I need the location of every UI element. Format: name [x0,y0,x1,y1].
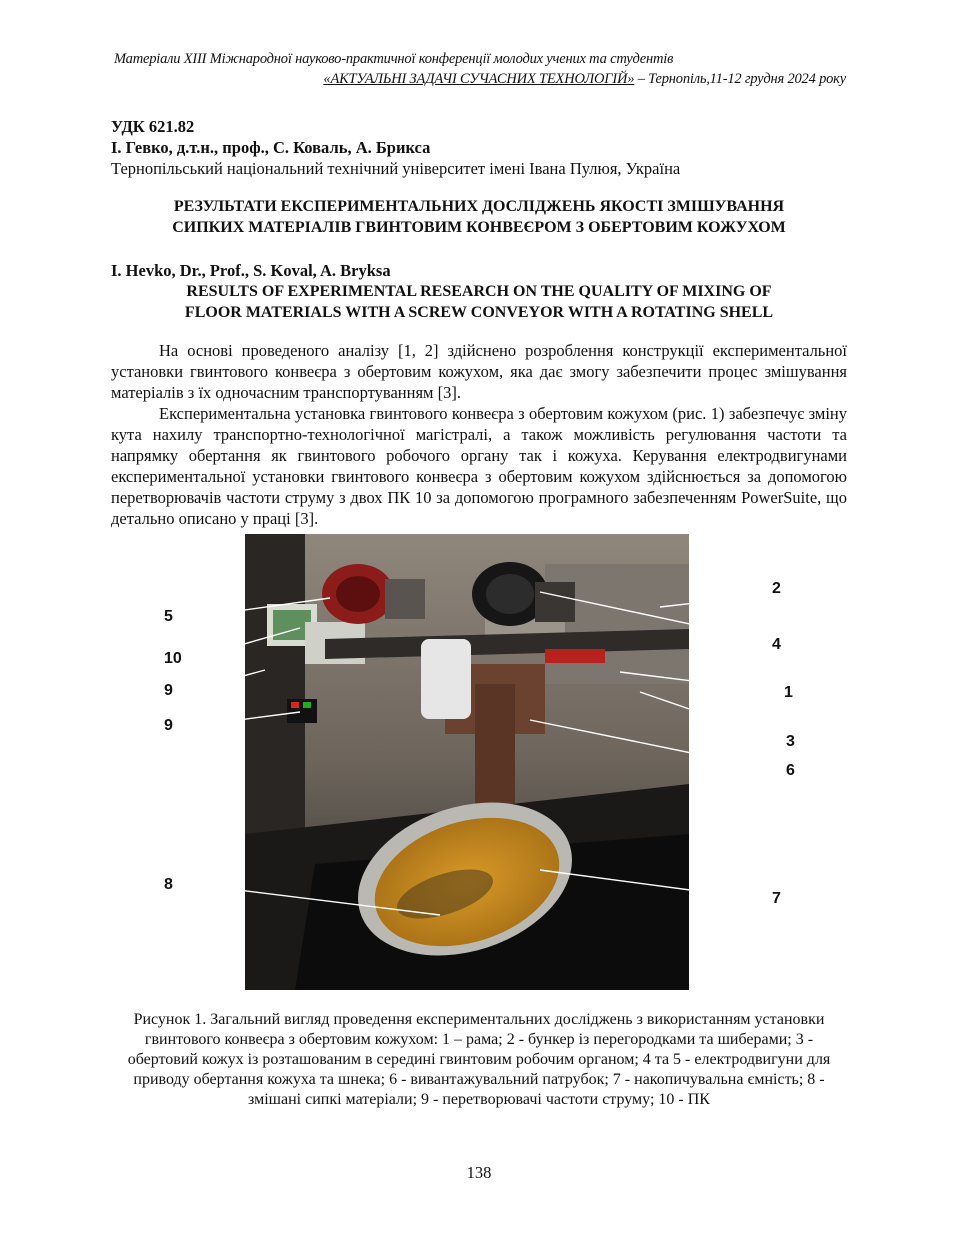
paragraph-2: Експериментальна установка гвинтового конвеєра з обертовим кожухом (рис. 1) забезпечує зміну кута нахилу транспортно-технологічної магістралі, а також можливість регулювання частоти та напрямку обертання як гвинтового робочого органу так і кожуха. Керування електродвигунами експериментальної установки гвинтового конвеєра з обертовим кожухом здійснюється за допомогою перетворювачів частоти струму з двох ПК 10 за допомогою програмного забезпеченням PowerSuite, що детально описано у праці [3]. [111,404,847,528]
title-ua-line1: РЕЗУЛЬТАТИ ЕКСПЕРИМЕНТАЛЬНИХ ДОСЛІДЖЕНЬ ЯКОСТІ ЗМІШУВАННЯ [173,198,785,215]
paragraph-1: На основі проведеного аналізу [1, 2] здійснено розроблення конструкції експериментальної установки гвинтового конвеєра з обертовим кожухом, яка дає змогу забезпечити процес змішування матеріалів з їх одночасним транспортуванням [3]. [111,341,847,402]
callout-1: 1 [784,684,793,701]
body-text [111,340,847,529]
udc-code: УДК 621.82 [111,117,195,136]
authors-ua: І. Гевко, д.т.н., проф., С. Коваль, А. Брикса [111,138,431,157]
callout-5: 5 [164,608,173,625]
figure-photo [245,534,689,990]
title-en-line1: RESULTS OF EXPERIMENTAL RESEARCH ON THE QUALITY OF MIXING OF [186,283,772,300]
conference-place-date: – Тернопіль,11-12 грудня 2024 року [634,71,846,87]
affiliation: Тернопільський національний технічний університет імені Івана Пулюя, Україна [111,159,681,178]
conference-name: «АКТУАЛЬНІ ЗАДАЧІ СУЧАСНИХ ТЕХНОЛОГІЙ» [323,71,635,87]
callout-8: 8 [164,876,173,893]
title-ua-line2: СИПКИХ МАТЕРІАЛІВ ГВИНТОВИМ КОНВЕЄРОМ З ОБЕРТОВИМ КОЖУХОМ [172,219,786,236]
page-number: 138 [466,1163,492,1182]
callout-3: 3 [786,733,795,750]
figure-caption: Рисунок 1. Загальний вигляд проведення експериментальних досліджень з використанням установки гвинтового конвеєра з обертовим кожухом: 1 – рама; 2 - бункер із перегородками та шиберами; 3 - обертовий кожух із розташованим в середині гвинтовим робочим органом; 4 та 5 - електродвигуни для приводу обертання кожуха та шнека; 6 - вивантажувальний патрубок; 7 - накопичувальна ємність; 8 - змішані сипкі матеріали; 9 - перетворювачі частоти струму; 10 - ПК [127,1011,831,1108]
callout-4: 4 [772,636,781,653]
running-header-line1: Матеріали XIII Міжнародної науково-практичної конференції молодих учених та студентів [114,51,674,67]
callout-2: 2 [772,580,781,597]
callout-9-upper: 9 [164,682,173,699]
callout-6: 6 [786,762,795,779]
title-en-line2: FLOOR MATERIALS WITH A SCREW CONVEYOR WITH A ROTATING SHELL [184,304,774,321]
experimental-setup-photo [245,534,689,990]
callout-9-lower: 9 [164,717,173,734]
title-en [111,281,847,323]
callout-7: 7 [772,890,781,907]
authors-en: I. Hevko, Dr., Prof., S. Koval, A. Bryksa [111,261,391,280]
callout-10: 10 [164,650,182,667]
title-ua [111,196,847,238]
running-header-line2 [323,70,846,88]
